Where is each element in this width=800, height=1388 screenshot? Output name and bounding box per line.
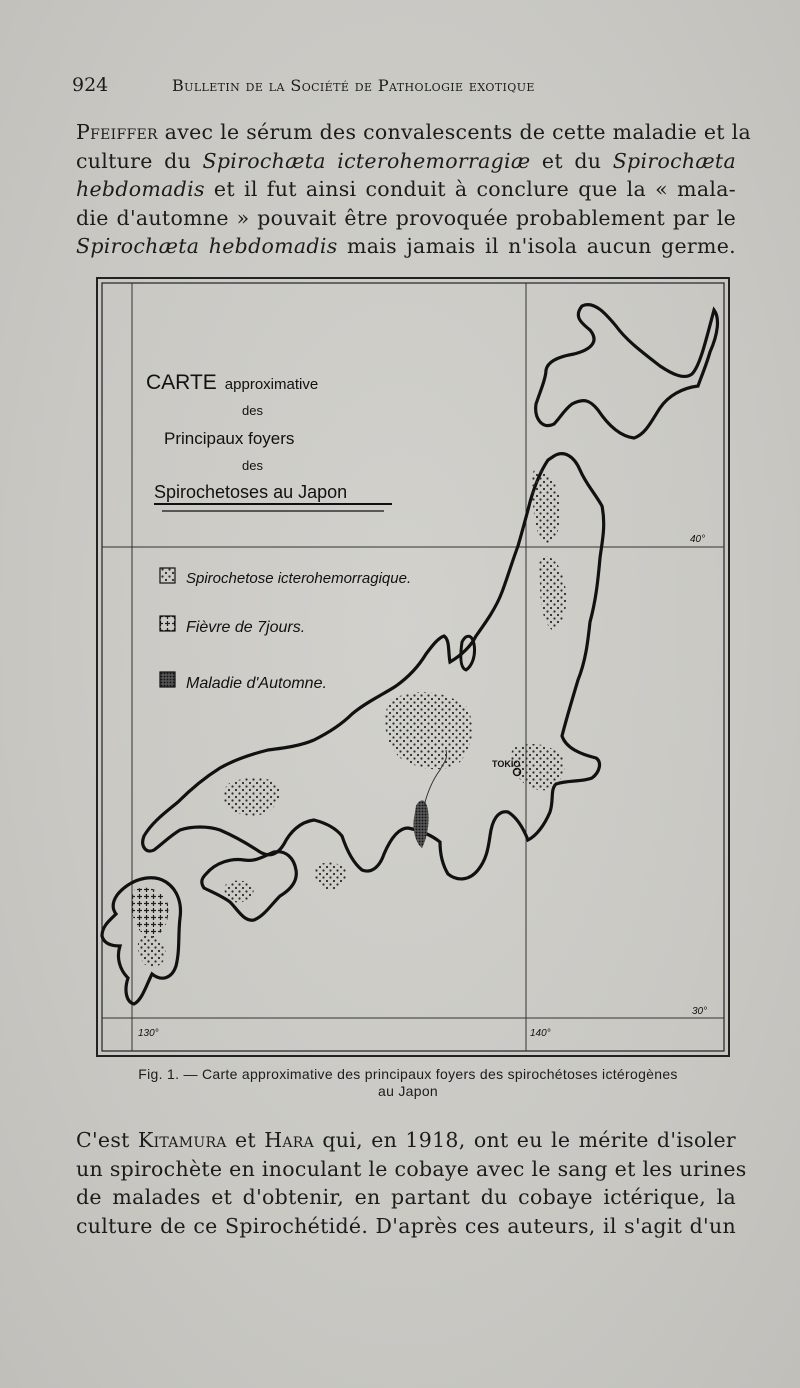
area-icterohemorragique-kii (315, 863, 347, 890)
species-name: Spirochæta hebdomadis (76, 234, 338, 258)
text-line (76, 204, 736, 233)
text-run: avec le sérum des convalescents de cette maladie et la (157, 120, 751, 144)
map-title-line3: Principaux foyers (164, 429, 295, 448)
map-title-line1: CARTE approximative (146, 371, 319, 394)
japan-map (94, 270, 734, 1062)
text-run: et il fut ainsi conduit à conclure que la « mala- (204, 177, 736, 201)
author-name: Hara (264, 1128, 315, 1152)
text-line: un spirochète en inoculant le cobaye avec le sang et les urines (76, 1156, 747, 1181)
text-run: die d'automne » pouvait être provoquée probablement par le (76, 205, 736, 230)
legend-swatch-fievre (160, 616, 175, 631)
species-name: Spirochæta icterohemorragiæ (202, 148, 531, 173)
lon-140-label: 140° (530, 1028, 551, 1039)
area-icterohemorragique-north (532, 469, 561, 544)
text-line (76, 175, 736, 204)
hokkaido (536, 305, 718, 438)
legend-swatch-automne (160, 672, 175, 687)
area-icterohemorragique-tohoku (540, 556, 567, 630)
text-line (76, 1126, 736, 1155)
journal-title: Bulletin de la Société de Pathologie exotique (172, 76, 535, 95)
text-run: et (226, 1128, 265, 1152)
paragraph-bottom (76, 1126, 747, 1240)
legend-label-fievre: Fièvre de 7jours. (186, 619, 306, 636)
legend-swatch-icterohemorragique (160, 568, 175, 583)
text-line (76, 232, 736, 261)
lat-30-label: 30° (692, 1006, 708, 1017)
author-name: Kitamura (137, 1128, 227, 1152)
running-head (72, 74, 740, 100)
text-run: mais jamais il n'isola aucun germe. (337, 234, 736, 258)
lat-40-label: 40° (690, 534, 706, 545)
figure-caption (78, 1066, 738, 1100)
legend-label-icterohemorragique: Spirochetose icterohemorragique. (186, 570, 412, 587)
area-maladie-automne (413, 800, 428, 848)
area-icterohemorragique-chugoku (223, 778, 279, 816)
species-name: Spirochæta (612, 148, 736, 173)
text-run: culture du (76, 148, 203, 173)
text-run: C'est (76, 1128, 138, 1152)
species-name: hebdomadis (76, 177, 205, 201)
map-frame-outer (97, 278, 729, 1056)
tokio-label: TOKIO (492, 759, 521, 769)
text-run: qui, en 1918, ont eu le mérite d'isoler (314, 1128, 736, 1152)
area-icterohemorragique-chubu (385, 692, 472, 769)
text-line: culture de ce Spirochétidé. D'après ces auteurs, il s'agit d'un (76, 1213, 736, 1238)
caption-line: Fig. 1. — Carte approximative des principaux foyers des spirochétoses ictérogènes (138, 1066, 678, 1082)
text-line (76, 147, 736, 176)
map-title-line2: des (242, 403, 263, 418)
text-line (76, 118, 751, 147)
figure-map (94, 270, 734, 1062)
map-frame-inner (102, 283, 724, 1051)
text-line: de malades et d'obtenir, en partant du cobaye ictérique, la (76, 1185, 736, 1209)
area-icterohemorragique-shikoku (224, 881, 254, 903)
legend-label-automne: Maladie d'Automne. (186, 675, 327, 692)
map-title-line4: des (242, 458, 263, 473)
area-icterohemorragique-kyushu (138, 935, 166, 967)
caption-line: au Japon (377, 1083, 438, 1099)
lon-130-label: 130° (138, 1028, 159, 1039)
author-name: Pfeiffer (76, 120, 158, 144)
text-run: et du (530, 148, 613, 173)
map-title-line5: Spirochetoses au Japon (154, 482, 348, 502)
page-number: 924 (72, 74, 109, 96)
area-fievre-7-jours (132, 888, 168, 938)
paragraph-top (76, 118, 751, 261)
